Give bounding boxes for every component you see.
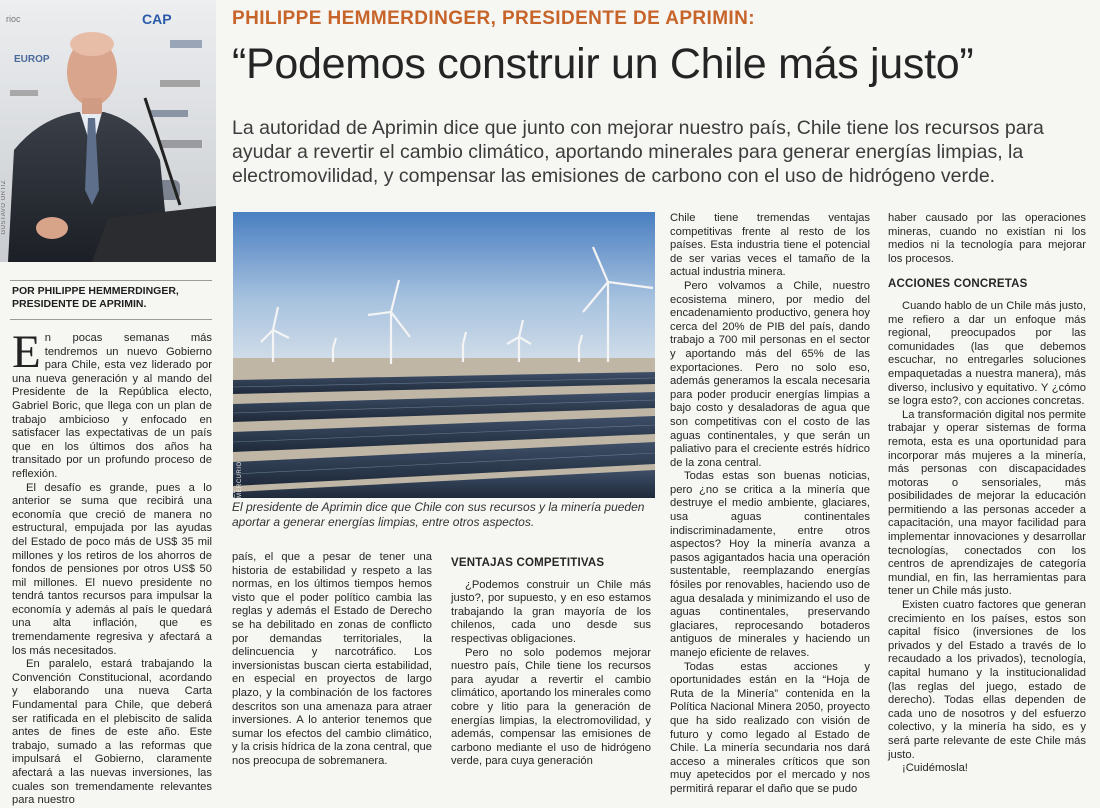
article-column-3 [451, 551, 651, 769]
article-column-4 [670, 212, 870, 797]
paragraph: Todas estas acciones y oportunidades están en la “Hoja de Ruta de la Minería” contenida en la Política Nacional Minera 2050, proyecto que ha sido realizado con visión de futuro y como legado al Estado de Chile. La minería secundaria nos dará acceso a minerales críticos que son muy apetecidos por el mercado y nos permitirá reparar el daño que se pudo [670, 660, 870, 795]
dropcap: E [12, 326, 41, 378]
paragraph: El desafío es grande, pues a lo anterior se suma que recibirá una economía que creció de manera no estructural, empujada por las ayudas del Estado de poco más de US$ 35 mil millones y los retiros de los ahorros de fondos de pensiones por otros US$ 50 mil millones. El nuevo presidente no tendrá tantos recursos para impulsar la economía y además al país le quedará una alta inflación, que es tremendamente regresiva y afectará a los más necesitados. [12, 481, 212, 657]
portrait-photo [0, 0, 216, 262]
paragraph: Chile tiene tremendas ventajas competitivas frente al resto de los países. Esta industria tiene el potencial de ser varias veces el tamaño de la actual industria minera. [670, 212, 870, 279]
paragraph: Existen cuatro factores que generan crecimiento en los países, estos son capital físico (inversiones de los privados y del Estado a través de lo recaudado a los privados), tecnología, capital humano y la institucionalidad (las reglas del juego, estado de derecho). Todas ellas dependen de cada uno de nosotros y del esfuerzo colectivo, y la minería ha sido, es y será parte relevante de este Chile más justo. [888, 599, 1086, 761]
lede: La autoridad de Aprimin dice que junto con mejorar nuestro país, Chile tiene los recursos para ayudar a revertir el cambio climático, aportando minerales para generar energías limpias, la electromovilidad, y compensar las emisiones de carbono con el uso de hidrógeno verde. [232, 117, 1044, 187]
portrait-illustration [0, 0, 216, 262]
wind-farm-photo [233, 212, 655, 498]
solar-wind-illustration [233, 212, 655, 498]
paragraph: ¿Podemos construir un Chile más justo?, por supuesto, y en eso estamos trabajando la gran mayoría de los chilenos, cada uno desde sus respectivas obligaciones. [451, 578, 651, 645]
paragraph: ¡Cuidémosla! [902, 762, 968, 775]
paragraph: Pero volvamos a Chile, nuestro ecosistema minero, por medio del encadenamiento productivo, genera hoy cerca del 20% de PIB del país, dando trabajo a 700 mil personas en el sector y aportando más del 65% de las exportaciones. Pero no solo eso, además generamos la escala necesaria para poder producir energías limpias a bajo costo y desaladoras de agua que son competitivas con el costo de las aguas continentales, y que serán un paliativo para el creciente estrés hídrico de la zona central. [670, 279, 870, 469]
paragraph: Cuando hablo de un Chile más justo, me refiero a dar un enfoque más regional, preocupados por las comunidades (las que debemos escuchar, no entregarles soluciones empaquetadas a nuestra manera), más diverso, inclusivo y equitativo. Y ¿cómo se logra esto?, con acciones concretas. [888, 299, 1086, 408]
section-heading: VENTAJAS COMPETITIVAS [451, 557, 605, 569]
photo-caption: El presidente de Aprimin dice que Chile con sus recursos y la minería pueden aportar a generar energías limpias, entre otros aspectos. [232, 500, 645, 529]
article-column-5 [888, 212, 1086, 776]
article-column-1 [12, 326, 212, 808]
paragraph: En pocas semanas más tendremos un nuevo Gobierno para Chile, esta vez liderado por una nueva generación y al mando del Presidente de la República electo, Gabriel Boric, que llega con un plan de trabajo ambicioso y enfocado en satisfacer las expectativas de un país que en los últimos dos años ha transitado por un profundo proceso de reflexión. [12, 326, 212, 480]
section-heading: ACCIONES CONCRETAS [888, 278, 1028, 291]
paragraph: Todas estas son buenas noticias, pero ¿no se critica a la minería que destruye el medio ambiente, glaciares, usa aguas continentales indiscriminadamente, entre otros aspectos? Hoy la minería avanza a pasos agigantados hacia una operación sustentable, reemplazando energías fósiles por renovables, haciendo uso de agua desalada y minimizando el uso de aguas continentales, preservando glaciares, reprocesando botaderos antiguos de minerales y haciendo un manejo eficiente de relaves. [670, 470, 870, 659]
paragraph: En paralelo, estará trabajando la Convención Constitucional, acordando y elaborando una nueva Carta Fundamental para Chile, que deberá ser ratificada en el plebiscito de salida antes de fines de este año. Este trabajo, sumado a las reformas que impulsará el Gobierno, claramente afectará a las nuevas inversiones, las cuales son tremendamente relevantes para nuestro [12, 658, 212, 807]
photo-credit: EL MERCURIO [231, 461, 243, 498]
paragraph: haber causado por las operaciones mineras, cuando no existían ni los medios ni la tecnología para mejorar los procesos. [888, 212, 1086, 265]
byline: POR PHILIPPE HEMMERDINGER, PRESIDENTE DE APRIMIN. [10, 280, 212, 320]
portrait-credit: GUSTAVO ORTIZ [1, 180, 7, 235]
paragraph: país, el que a pesar de tener una historia de estabilidad y respeto a las normas, en los últimos tiempos hemos visto que el poder político cambia las reglas y además el Estado de Derecho se ha debilitado en zonas de conflicto por demandas territoriales, la delincuencia y narcotráfico. Los inversionistas buscan cierta estabilidad, en especial en proyectos de largo plazo, y la combinación de los factores descritos son una amenaza para atraer inversiones. A lo anterior tenemos que sumar los efectos del cambio climático, y la crisis hídrica de la zona central, que nos preocupa de sobremanera. [232, 551, 432, 767]
paragraph: Pero no solo podemos mejorar nuestro país, Chile tiene los recursos para ayudar a revertir el cambio climático, aportando los minerales como cobre y litio para la generación de energías limpias, la electromovilidad, y además, compensar las emisiones de carbono mediante el uso de hidrógeno verde, para cuya generación [451, 646, 651, 768]
svg-text:EUROP: EUROP [14, 54, 50, 65]
headline: “Podemos construir un Chile más justo” [232, 40, 974, 88]
paragraph: La transformación digital nos permite trabajar y operar sistemas de forma remota, esta es una oportunidad para incorporar más mujeres a la minería, más personas con discapacidades motoras o sensoriales, más posibilidades de mejorar la educación permitiendo a las personas acceder a capacitación, una mayor facilidad para implementar innovaciones y desarrollar tecnologías, conectados con los centros de aprendizajes de categoría mundial, en fin, las herramientas para tener un Chile más justo. [888, 408, 1086, 598]
svg-text:rioc: rioc [6, 14, 21, 24]
logo-cap: CAP [142, 11, 172, 27]
kicker: PHILIPPE HEMMERDINGER, PRESIDENTE DE APRIMIN: [232, 8, 755, 29]
article-column-2 [232, 551, 432, 769]
